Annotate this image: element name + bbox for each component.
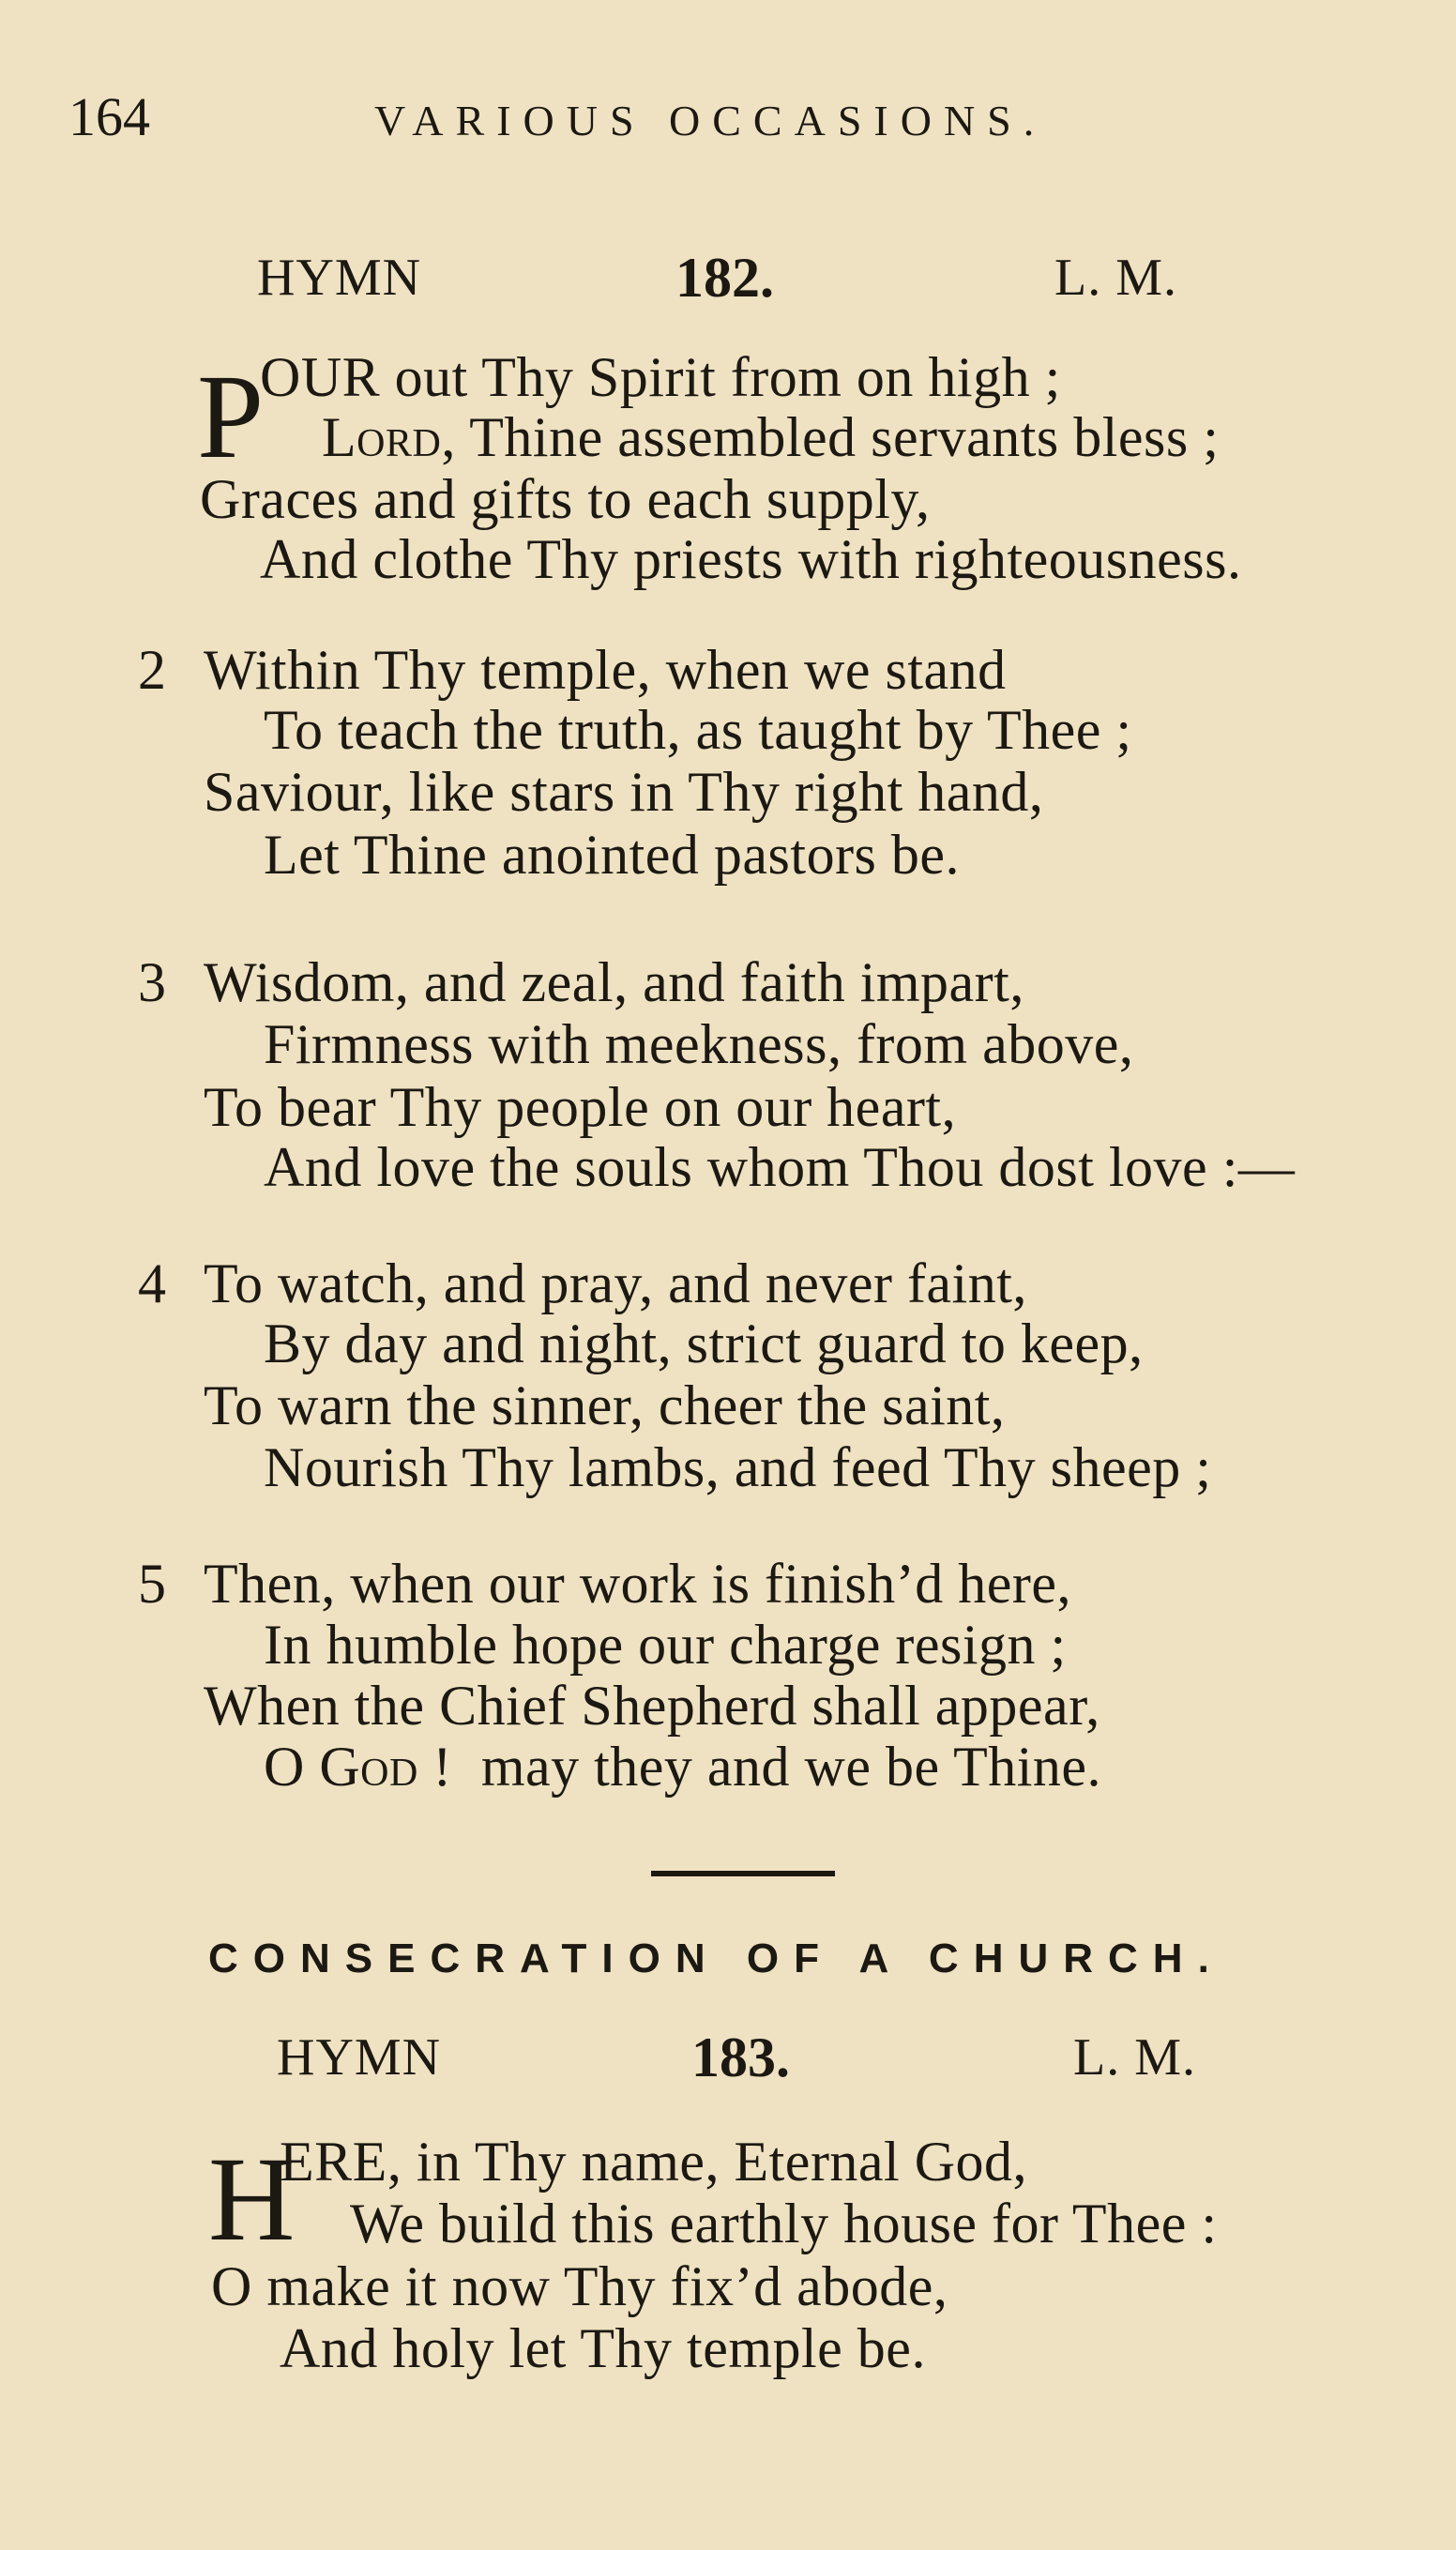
verse-line-text: ! may they and we be Thine. [417,1736,1102,1798]
verse-line [264,1736,1102,1798]
verse-line: OUR out Thy Spirit from on high ; [260,346,1061,408]
verse-line: To watch, and pray, and never faint, [204,1252,1027,1314]
hymn-number: 183. [691,2026,790,2088]
page-number: 164 [68,86,150,147]
verse-line: To bear Thy people on our heart, [204,1076,957,1138]
verse-line: Let Thine anointed pastors be. [264,824,961,886]
section-title: CONSECRATION OF A CHURCH. [208,1935,1224,1981]
verse-line: When the Chief Shepherd shall appear, [204,1675,1100,1737]
verse-line: O make it now Thy fix’d abode, [211,2255,948,2317]
verse-line: Firmness with meekness, from above, [264,1013,1134,1075]
verse-line: Then, when our work is finish’d here, [204,1553,1071,1615]
verse-line: To teach the truth, as taught by Thee ; [264,699,1132,761]
running-title: VARIOUS OCCASIONS. [374,97,1047,144]
verse-line-text: , Thine assembled servants bless ; [441,406,1220,468]
verse-line: To warn the sinner, cheer the saint, [204,1374,1006,1436]
verse-number: 3 [138,951,167,1013]
verse-number: 4 [138,1252,167,1314]
hymn-meter: L. M. [1054,249,1177,307]
verse-line-text: O [264,1736,320,1798]
small-caps-word: God [319,1736,418,1798]
hymn-label: HYMN [257,249,422,307]
verse-line: Wisdom, and zeal, and faith impart, [204,951,1024,1013]
verse-line: And holy let Thy temple be. [280,2317,926,2379]
hymn-number: 182. [675,247,774,309]
small-caps-word: Lord [322,406,442,468]
verse-line: By day and night, strict guard to keep, [264,1313,1144,1374]
verse-number: 5 [138,1553,167,1615]
verse-line: And clothe Thy priests with righteousness. [260,528,1242,590]
verse-line [322,406,1220,468]
verse-line: And love the souls whom Thou dost love :— [264,1136,1296,1198]
verse-line: Nourish Thy lambs, and feed Thy sheep ; [264,1436,1212,1498]
section-divider [651,1871,835,1876]
hymn-meter: L. M. [1073,2028,1196,2087]
verse-line: Graces and gifts to each supply, [200,468,931,530]
verse-number: 2 [138,639,167,701]
drop-cap: P [197,350,265,483]
verse-line: Saviour, like stars in Thy right hand, [204,761,1044,823]
verse-line: Within Thy temple, when we stand [204,639,1007,701]
drop-cap: H [208,2133,296,2266]
verse-line: We build this earthly house for Thee : [350,2193,1218,2254]
verse-line: ERE, in Thy name, Eternal God, [280,2131,1028,2193]
hymn-label: HYMN [277,2028,442,2087]
verse-line: In humble hope our charge resign ; [264,1614,1067,1676]
